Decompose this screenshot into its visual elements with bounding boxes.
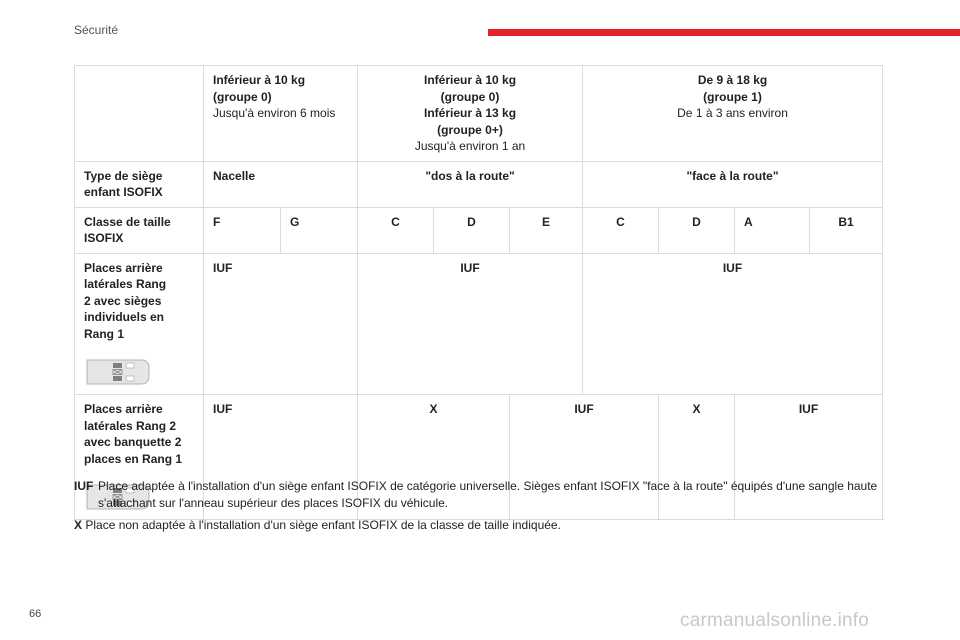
seat-type-row [75,161,883,207]
row-label: Type de siège enfant ISOFIX [75,161,204,207]
watermark: carmanualsonline.info [680,610,870,631]
weight-group-1-cell: De 9 à 18 kg (groupe 1) De 1 à 3 ans environ [583,66,883,162]
page-number: 66 [29,608,42,620]
table-cell: G [281,207,358,253]
weight-group-row [75,66,883,162]
vehicle-seat-layout-icon [84,356,152,388]
table-cell: IUF [735,395,883,520]
legend-text: Place non adaptée à l'installation d'un siège enfant ISOFIX de la classe de taille indiquée. [85,518,561,532]
table-cell: F [204,207,281,253]
table-cell: E [510,207,583,253]
row-label: Classe de taille ISOFIX [75,207,204,253]
legend-text: Place adaptée à l'installation d'un siège enfant ISOFIX de catégorie universelle. Sièges enfant ISOFIX "face à la route" équipés d'une sangle haute s'attachant sur l'anneau supérieur des places ISOFIX du véhicule. [98,479,878,510]
table-cell: "dos à la route" [358,161,583,207]
empty-corner-cell [75,66,204,162]
row-label: Places arrière latérales Rang 2 avec banquette 2 places en Rang 1 [75,395,204,520]
weight-group-0-cell: Inférieur à 10 kg (groupe 0) Jusqu'à environ 6 mois [204,66,358,162]
table-cell: B1 [810,207,883,253]
table-cell: D [434,207,510,253]
table-cell: X [659,395,735,520]
legend-label: IUF [74,479,94,493]
legend-label: X [74,518,83,532]
table-cell: C [583,207,659,253]
header-accent-bar [488,29,960,36]
isofix-table [74,65,883,520]
section-title: Sécurité [74,23,119,37]
table-cell: IUF [510,395,659,520]
table-cell: Nacelle [204,161,358,207]
weight-group-0plus-cell: Inférieur à 10 kg (groupe 0) Inférieur à 13 kg (groupe 0+) Jusqu'à environ 1 an [358,66,583,162]
table-cell: "face à la route" [583,161,883,207]
iuf-legend-note [74,478,889,511]
table-cell: IUF [358,253,583,395]
size-class-row [75,207,883,253]
table-cell: IUF [583,253,883,395]
row-label: Places arrière latérales Rang 2 avec sièges individuels en Rang 1 [75,253,204,395]
table-cell: A [735,207,810,253]
table-cell: IUF [204,253,358,395]
rang2-individual-seats-row [75,253,883,395]
table-cell: X [358,395,510,520]
table-cell: C [358,207,434,253]
x-legend-note [74,517,889,534]
table-cell: IUF [204,395,358,520]
table-cell: D [659,207,735,253]
